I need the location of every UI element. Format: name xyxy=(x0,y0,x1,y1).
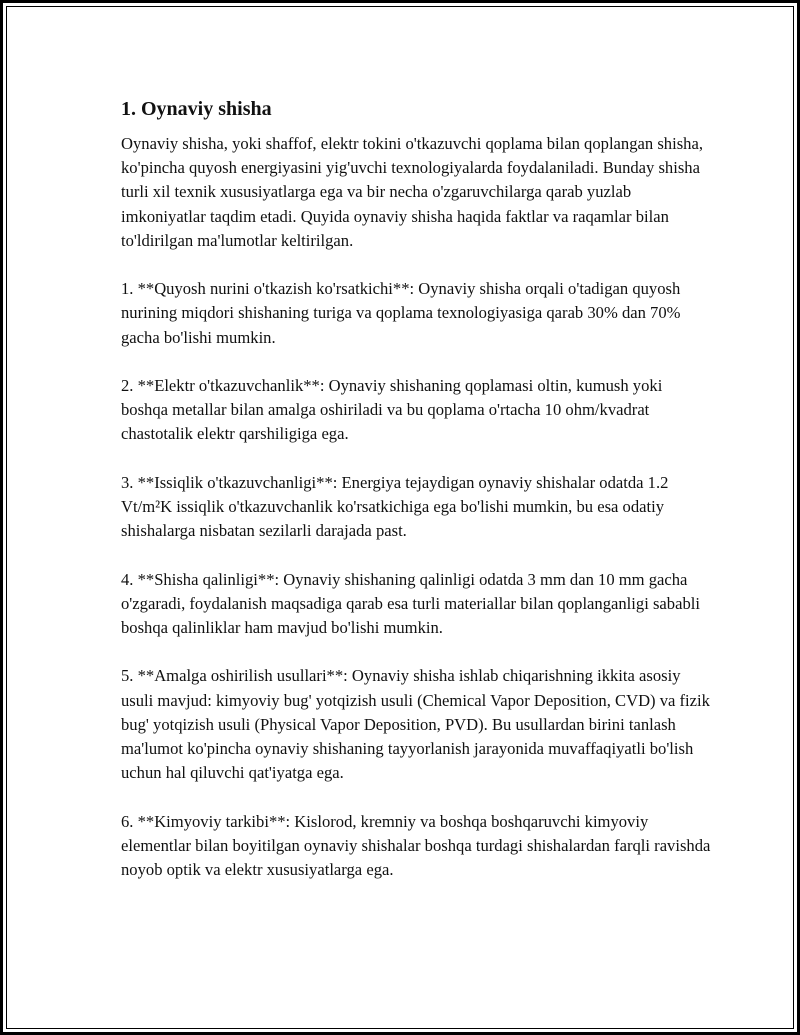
section-heading: 1. Oynaviy shisha xyxy=(121,98,272,120)
fact-paragraph-1: 1. **Quyosh nurini o'tkazish ko'rsatkichi**: Oynaviy shisha orqali o'tadigan quyosh nurining miqdori shishaning turiga va qoplama texnologiyasiga qarab 30% dan 70% gacha bo'lishi mumkin. xyxy=(121,279,681,347)
fact-paragraph-3: 3. **Issiqlik o'tkazuvchanligi**: Energiya tejaydigan oynaviy shishalar odatda 1.2 Vt/m²K issiqlik o'tkazuvchanlik ko'rsatkichiga ega bo'lishi mumkin, bu esa odatiy shishalarga nisbatan sezilarli darajada past. xyxy=(121,472,669,541)
fact-paragraph-2: 2. **Elektr o'tkazuvchanlik**: Oynaviy shishaning qoplamasi oltin, kumush yoki boshqa metallar bilan amalga oshiriladi va bu qoplama o'rtacha 10 ohm/kvadrat chastotalik elektr qarshiligiga ega. xyxy=(121,376,663,444)
fact-paragraph-4: 4. **Shisha qalinligi**: Oynaviy shishaning qalinligi odatda 3 mm dan 10 mm gacha o'zgaradi, foydalanish maqsadiga qarab esa turli materiallar bilan qoplanganligi sababli boshqa qalinliklar ham mavjud bo'lishi mumkin. xyxy=(121,569,700,637)
fact-paragraph-6: 6. **Kimyoviy tarkibi**: Kislorod, kremniy va boshqa boshqaruvchi kimyoviy elementlar bilan boyitilgan oynaviy shishalar boshqa turdagi shishalardan farqli ravishda noyob optik va elektr xususiyatlarga ega. xyxy=(121,811,711,879)
intro-paragraph: Oynaviy shisha, yoki shaffof, elektr tokini o'tkazuvchi qoplama bilan qoplangan shisha, ko'pincha quyosh energiyasini yig'uvchi texnologiyalarda foydalaniladi. Bunday shisha turli xil texnik xususiyatlarga ega va bir necha o'zgaruvchilarga qarab yuzlab imkoniyatlar taqdim etadi. Quyida oynaviy shisha haqida faktlar va raqamlar bilan to'ldirilgan ma'lumotlar keltirilgan. xyxy=(121,134,703,250)
fact-paragraph-5: 5. **Amalga oshirilish usullari**: Oynaviy shisha ishlab chiqarishning ikkita asosiy usuli mavjud: kimyoviy bug' yotqizish usuli (Chemical Vapor Deposition, CVD) va fizik bug' yotqizish usuli (Physical Vapor Deposition, PVD). Bu usullardan birini tanlash ma'lumot ko'pincha oynaviy shishaning tayyorlanish jarayonida muvaffaqiyatli bo'lish uchun hal qiluvchi qat'iyatga ega. xyxy=(121,666,710,783)
document-body xyxy=(121,95,711,906)
